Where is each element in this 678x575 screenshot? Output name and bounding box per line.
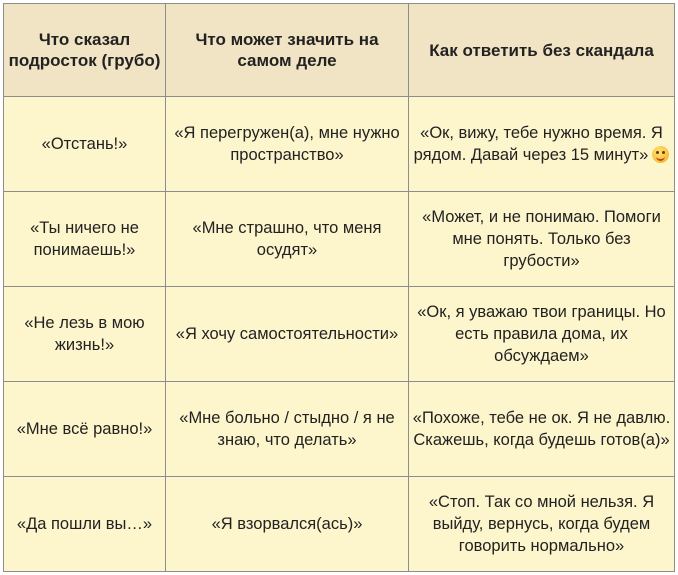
table-row bbox=[4, 382, 675, 477]
cell-reply: «Стоп. Так со мной нельзя. Я выйду, вернусь, когда будем говорить нормально» bbox=[409, 477, 675, 572]
cell-reply: «Может, и не понимаю. Помоги мне понять. Только без грубости» bbox=[409, 192, 675, 287]
cell-meaning: «Мне страшно, что меня осудят» bbox=[166, 192, 409, 287]
cell-said: «Мне всё равно!» bbox=[4, 382, 166, 477]
table-row bbox=[4, 287, 675, 382]
table-header-row bbox=[4, 4, 675, 97]
cell-said: «Отстань!» bbox=[4, 97, 166, 192]
header-how-to-reply: Как ответить без скандала bbox=[409, 4, 675, 97]
header-what-it-means: Что может значить на самом деле bbox=[166, 4, 409, 97]
cell-meaning: «Я взорвался(ась)» bbox=[166, 477, 409, 572]
cell-meaning: «Я перегружен(а), мне нужно пространство» bbox=[166, 97, 409, 192]
cell-reply bbox=[409, 97, 675, 192]
cell-said: «Ты ничего не понимаешь!» bbox=[4, 192, 166, 287]
cell-reply-text: «Ок, вижу, тебе нужно время. Я рядом. Давай через 15 минут» bbox=[413, 124, 663, 164]
cell-reply: «Похоже, тебе не ок. Я не давлю. Скажешь, когда будешь готов(а)» bbox=[409, 382, 675, 477]
smiling-face-icon bbox=[652, 146, 669, 163]
table-row bbox=[4, 97, 675, 192]
cell-said: «Не лезь в мою жизнь!» bbox=[4, 287, 166, 382]
cell-said: «Да пошли вы…» bbox=[4, 477, 166, 572]
cell-meaning: «Мне больно / стыдно / я не знаю, что делать» bbox=[166, 382, 409, 477]
header-what-teen-said: Что сказал подросток (грубо) bbox=[4, 4, 166, 97]
cell-meaning: «Я хочу самостоятельности» bbox=[166, 287, 409, 382]
teen-phrases-table bbox=[3, 3, 675, 572]
table-row bbox=[4, 192, 675, 287]
cell-reply: «Ок, я уважаю твои границы. Но есть правила дома, их обсуждаем» bbox=[409, 287, 675, 382]
table-row bbox=[4, 477, 675, 572]
